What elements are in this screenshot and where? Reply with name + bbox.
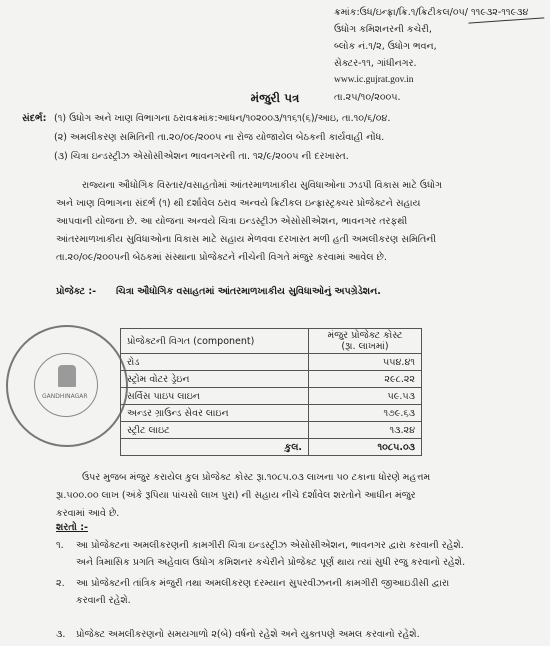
reference-item: (૧) ઉધોગ અને ખાણ વિભાગના ઠરાવક્રમાંક:આધન/૧૦૨૦૦૩/૧૧૬૧(૬)/આઇ, તા.૧૦/૬/૦૪. [54, 113, 391, 124]
header-cost-line1: મંજુર પ્રોજેક્ટ કોસ્ટ [327, 330, 403, 341]
body-line: આંતરમાળખાકીય સુવિધાઓના વિકાસ માટે સહાય મેળવવા દરખાસ્ત મળી હતી અમલીકરણ સમિતિની [56, 234, 437, 245]
website-link[interactable]: www.ic.gujrat.gov.in [334, 75, 414, 85]
total-cost: ૧૦૮૫.૦૩ [309, 439, 422, 456]
sanction-line: રૂા.૫૦૦.૦૦ લાખ (અંકે રૂપિયા પાંચસો લાખ પુરા) ની સહાય નીચે દર્શાવેલ શરતોને આધીન મંજુર [56, 490, 416, 501]
header-cost-line2: (રૂા. લાખમાં) [341, 341, 389, 352]
header-component: પ્રોજેક્ટની વિગત (component) [121, 329, 309, 354]
reference-number: ક્રમાંક:ઉધ/ઇન્ફ્રા/ક્રિ.૧/ક્રિટીકલ/૦૫/ ૧૧૯૩૨-૧૧૯૩૪ [334, 7, 529, 18]
address-line: સેક્ટર-૧૧, ગાંધીનગર. [334, 58, 417, 69]
references-label: સંદર્ભ: [22, 113, 47, 124]
row-cost: ૧૩.૨૪ [309, 422, 422, 439]
condition-number: ૩. [56, 629, 66, 640]
reference-item: (૩) ચિત્રા ઇન્ડસ્ટ્રીઝ એસોસીએશન ભાવનગરની તા. ૧૨/૯/૨૦૦૫ ની દરખાસ્ત. [54, 151, 349, 162]
address-line: ઉધોગ કમિશનરની કચેરી, [334, 24, 432, 35]
row-cost: ૨૯૮.૨૨ [309, 371, 422, 388]
page-title: મંજુરી પત્ર [250, 91, 300, 105]
emblem-icon [58, 365, 76, 387]
body-line: અને ખાણ વિભાગના સંદર્ભ (૧) થી દર્શાવેલ ઠરાવ અન્વયે ક્રિટીકલ ઇન્ફ્રાસ્ટ્રક્ચર પ્રોજેક્ટને સહાય [56, 198, 421, 209]
condition-number: ૧. [56, 540, 64, 551]
row-item: અન્ડર ગ્રાઉન્ડ સેવર લાઇન [121, 405, 309, 422]
row-item: સ્ટ્રીટ લાઇટ [121, 422, 309, 439]
row-cost: ૫૫૪.૪૧ [309, 354, 422, 371]
row-item: સર્વિસ પાઇપ લાઇન [121, 388, 309, 405]
project-name: ચિત્રા ઔધોગિક વસાહતમાં આંતરમાળખાકીય સુવિધાઓનું અપગ્રેડેશન. [116, 286, 381, 297]
condition-number: ૨. [56, 578, 65, 589]
body-line: રાજ્યના ઔધોગિક વિસ્તાર/વસાહતોમાં આંતરમાળખાકીય સુવિધાઓના ઝડપી વિકાસ માટે ઉધોગ [82, 180, 443, 191]
table-row [121, 405, 422, 422]
condition-line: પ્રોજેક્ટ અમલીકરણનો સમયગાળો ૨(બે) વર્ષનો રહેશે અને યુક્તપણે અમલ કરવાનો રહેશે. [76, 629, 420, 640]
letter-date: તા.૨૫/૧૦/૨૦૦૫. [334, 92, 401, 103]
table-header-row [121, 329, 422, 354]
condition-line: અને ત્રિમાસિક પ્રગતિ અહેવાલ ઉધોગ કમિશનર કચેરીને પ્રોજેક્ટ પૂર્ણ થાય ત્યાં સુધી રજુ કરવાનો રહેશે. [76, 557, 466, 568]
table-total-row [121, 439, 422, 456]
conditions-label: શરતો :- [56, 522, 88, 533]
seal-label: GANDHINAGAR [42, 393, 88, 400]
office-seal [6, 325, 128, 447]
body-line: આપવાની યોજના છે. આ યોજના અન્વયે ચિત્રા ઇન્ડસ્ટ્રીઝ એસોસીએશન, ભાવનગર તરફથી [56, 216, 408, 227]
row-item: સ્ટ્રોમ વોટર ડ્રેઇન [121, 371, 309, 388]
address-line: બ્લોક નં.૧/૨, ઉધોગ ભવન, [334, 41, 437, 52]
table-row [121, 422, 422, 439]
total-label: કુલ. [121, 439, 309, 456]
project-label: પ્રોજેક્ટ :- [56, 286, 97, 297]
table-row [121, 371, 422, 388]
row-cost: ૫૯.૫૩ [309, 388, 422, 405]
condition-line: આ પ્રોજેક્ટના અમલીકરણની કામગીરી ચિત્રા ઇન્ડસ્ટ્રીઝ એસોસીએશન, ભાવનગર દ્વારા કરવાની રહેશે. [76, 540, 464, 551]
row-cost: ૧૭૯.૬૩ [309, 405, 422, 422]
cost-table [120, 328, 422, 456]
body-line: તા.૨૦/૦૯/૨૦૦૫ની બેઠકમાં સંસ્થાના પ્રોજેક્ટને નીચેની વિગતે મંજુર કરવામાં આવેલ છે. [56, 252, 387, 263]
table-row [121, 354, 422, 371]
row-item: રોડ [121, 354, 309, 371]
sanction-line: ઉપર મુજબ મંજુર કરાયેલ કુલ પ્રોજેક્ટ કોસ્ટ રૂા.૧૦૮૫.૦૩ લાખના ૫૦ ટકાના ધોરણે મહત્તમ [82, 472, 431, 483]
condition-line: આ પ્રોજેક્ટની તાંત્રિક મંજુરી તથા અમલીકરણ દરમ્યાન સુપરવીઝનની કામગીરી જીઆઇડીસી દ્વારા [76, 578, 450, 589]
sanction-line: કરવામાં આવે છે. [56, 508, 120, 519]
condition-line: કરવાની રહેશે. [76, 595, 131, 606]
header-cost [309, 329, 422, 354]
reference-item: (૨) અમલીકરણ સમિતિની તા.૨૦/૦૯/૨૦૦૫ ના રોજ યોજાયેલ બેઠકની કાર્યવાહી નોંધ. [54, 132, 385, 143]
table-row [121, 388, 422, 405]
